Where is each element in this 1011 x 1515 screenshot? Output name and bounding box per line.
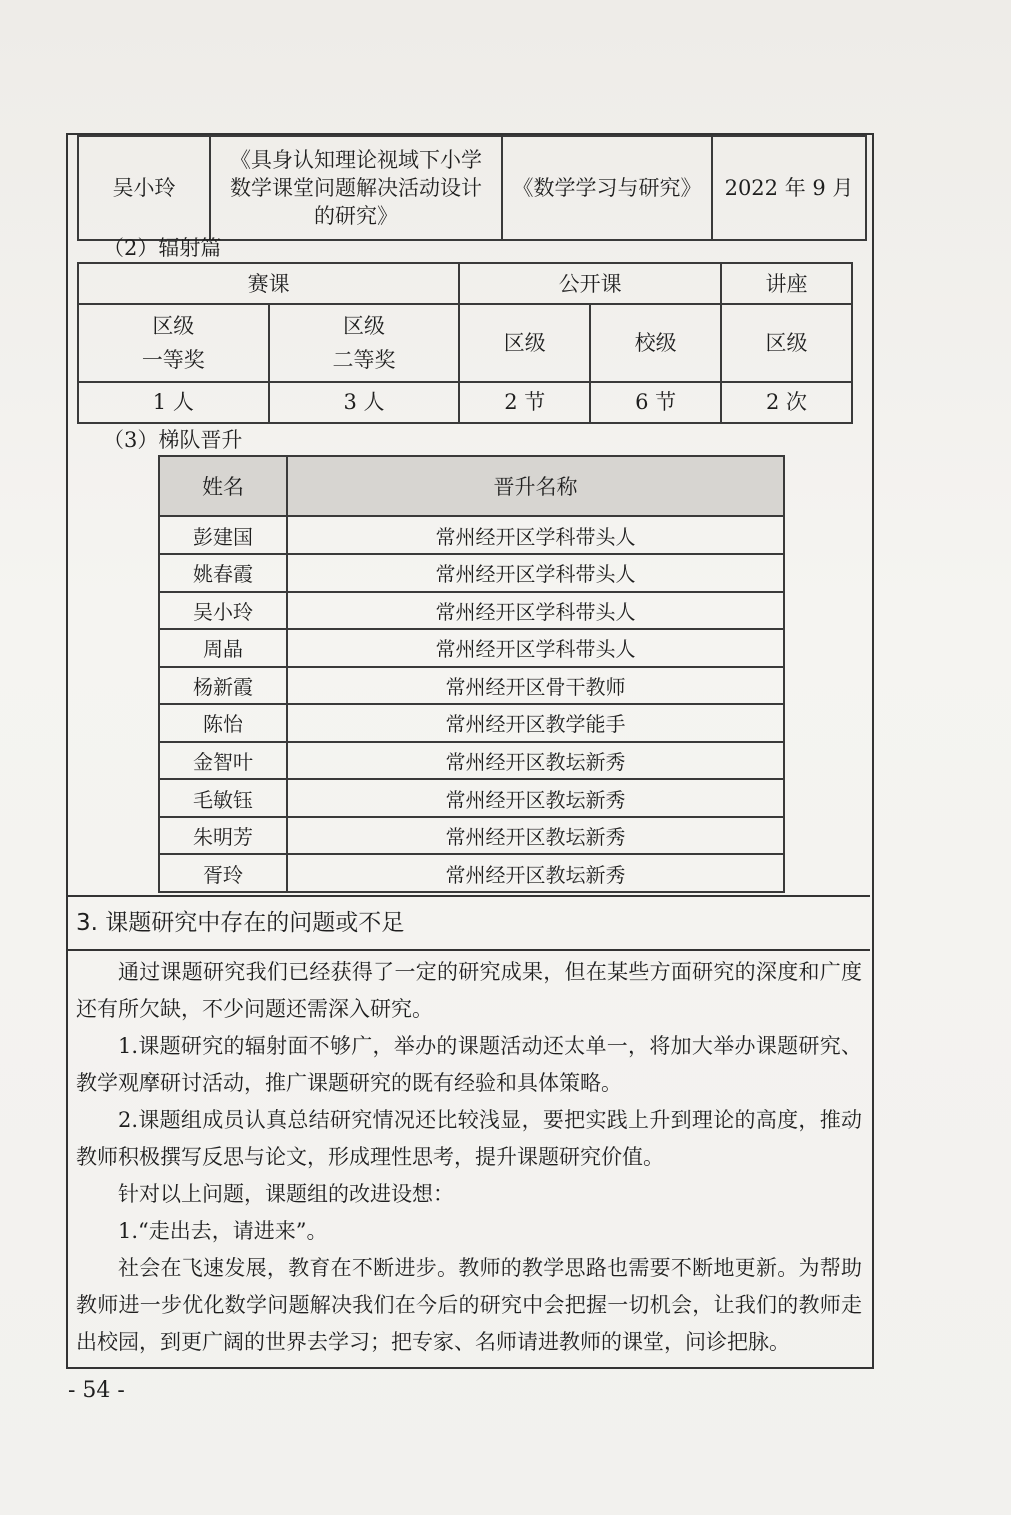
row-title: 常州经开区教坛新秀: [287, 742, 784, 780]
row-name: 吴小玲: [159, 592, 287, 630]
row-title: 常州经开区教坛新秀: [287, 817, 784, 855]
sub-lecture-district: 区级: [721, 304, 852, 382]
problems-body: [76, 954, 862, 1361]
paper-date: 2022 年 9 月: [712, 136, 866, 240]
value-cell: 2 节: [459, 382, 590, 423]
table-row: [159, 667, 784, 705]
table-row: [159, 554, 784, 592]
value-cell: 2 次: [721, 382, 852, 423]
header-lecture: 讲座: [721, 263, 852, 304]
paper-author: 吴小玲: [78, 136, 210, 240]
row-title: 常州经开区教学能手: [287, 704, 784, 742]
row-title: 常州经开区学科带头人: [287, 629, 784, 667]
paper-title: [210, 136, 502, 240]
radiation-value-row: [78, 382, 852, 423]
value-cell: 6 节: [590, 382, 721, 423]
radiation-sub-row: [78, 304, 852, 382]
paragraph: 2.课题组成员认真总结研究情况还比较浅显，要把实践上升到理论的高度，推动教师积极撰写反思与论文，形成理性思考，提升课题研究价值。: [76, 1108, 862, 1169]
sub-line: 一等奖: [141, 347, 205, 372]
table-row: [159, 704, 784, 742]
paragraph: 1.“走出去，请进来”。: [118, 1219, 328, 1243]
sub-line: 区级: [342, 313, 385, 338]
paragraph: 1.课题研究的辐射面不够广，举办的课题活动还太单一，将加大举办课题研究、教学观摩研讨活动，推广课题研究的既有经验和具体策略。: [76, 1034, 862, 1095]
paper-journal: 《数学学习与研究》: [502, 136, 712, 240]
promotion-header-row: [159, 456, 784, 516]
table-row: [159, 779, 784, 817]
row-name: 彭建国: [159, 516, 287, 554]
header-name: 姓名: [159, 456, 287, 516]
paper-title-line: 《具身认知理论视域下小学: [230, 148, 482, 172]
row-name: 陈怡: [159, 704, 287, 742]
value-cell: 1 人: [78, 382, 269, 423]
section-title-problems: 3. 课题研究中存在的问题或不足: [66, 895, 870, 951]
radiation-header-row: [78, 263, 852, 304]
table-row: [159, 629, 784, 667]
paper-title-line: 数学课堂问题解决活动设计: [230, 176, 482, 200]
sub-line: 区级: [152, 313, 195, 338]
value-cell: 3 人: [269, 382, 460, 423]
row-name: 毛敏钰: [159, 779, 287, 817]
section-heading-radiation: （2）辐射篇: [103, 236, 222, 260]
table-row: [159, 742, 784, 780]
row-title: 常州经开区学科带头人: [287, 516, 784, 554]
paper-row: [78, 136, 866, 240]
row-title: 常州经开区学科带头人: [287, 592, 784, 630]
page-number: - 54 -: [68, 1378, 125, 1403]
row-title: 常州经开区骨干教师: [287, 667, 784, 705]
sub-district-second: [269, 304, 460, 382]
promotion-table: [158, 455, 785, 893]
header-title: 晋升名称: [287, 456, 784, 516]
radiation-table: [77, 262, 853, 424]
sub-district-first: [78, 304, 269, 382]
paragraph: 针对以上问题，课题组的改进设想：: [118, 1182, 454, 1206]
row-name: 杨新霞: [159, 667, 287, 705]
section-heading-promotion: （3）梯队晋升: [103, 428, 243, 452]
sub-line: 二等奖: [332, 347, 396, 372]
paragraph: 通过课题研究我们已经获得了一定的研究成果，但在某些方面研究的深度和广度还有所欠缺，不少问题还需深入研究。: [76, 960, 862, 1021]
row-title: 常州经开区教坛新秀: [287, 854, 784, 892]
row-title: 常州经开区学科带头人: [287, 554, 784, 592]
header-open-class: 公开课: [459, 263, 721, 304]
table-row: [159, 516, 784, 554]
row-title: 常州经开区教坛新秀: [287, 779, 784, 817]
paper-title-line: 的研究》: [314, 204, 398, 228]
row-name: 金智叶: [159, 742, 287, 780]
row-name: 姚春霞: [159, 554, 287, 592]
paper-table: [77, 135, 867, 241]
row-name: 胥玲: [159, 854, 287, 892]
header-competition: 赛课: [78, 263, 459, 304]
table-row: [159, 592, 784, 630]
row-name: 朱明芳: [159, 817, 287, 855]
paragraph: 社会在飞速发展，教育在不断进步。教师的教学思路也需要不断地更新。为帮助教师进一步优化数学问题解决我们在今后的研究中会把握一切机会，让我们的教师走出校园，到更广阔的世界去学习；把专家、名师请进教师的课堂，问诊把脉。: [76, 1256, 862, 1354]
table-row: [159, 854, 784, 892]
row-name: 周晶: [159, 629, 287, 667]
sub-district: 区级: [459, 304, 590, 382]
table-row: [159, 817, 784, 855]
sub-school: 校级: [590, 304, 721, 382]
